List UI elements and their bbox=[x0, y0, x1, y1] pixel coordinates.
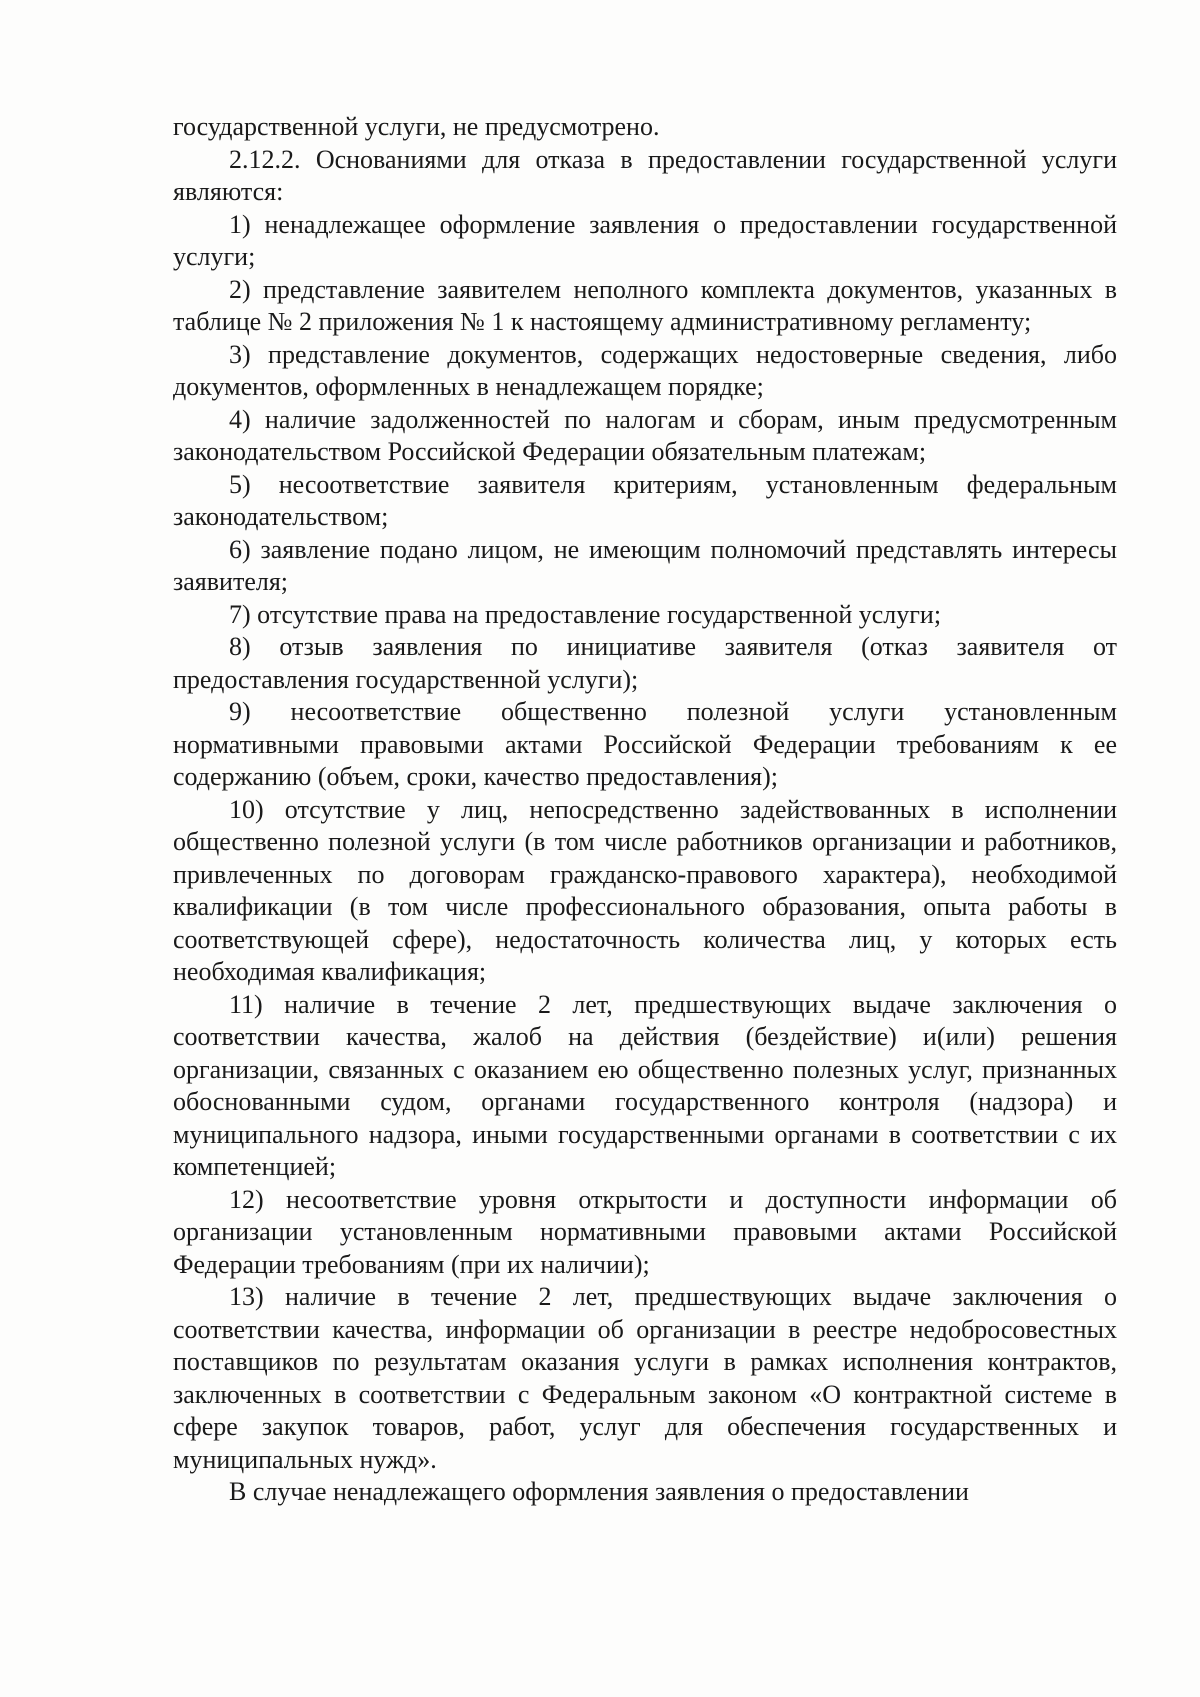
list-item-1: 1) ненадлежащее оформление заявления о предоставлении государственной услуги; bbox=[173, 209, 1117, 271]
list-item-5: 5) несоответствие заявителя критериям, установленным федеральным законодательством; bbox=[173, 469, 1117, 531]
list-item-11: 11) наличие в течение 2 лет, предшествующих выдаче заключения о соответствии качества, жалоб на действия (бездействие) и(или) решения организации, связанных с оказанием ею общественно полезных услуг, признанных обоснованными судом, органами государственного контроля (надзора) и муниципального надзора, иными государственными органами в соответствии с их компетенцией; bbox=[173, 989, 1117, 1181]
list-item-10: 10) отсутствие у лиц, непосредственно задействованных в исполнении общественно полезной услуги (в том числе работников организации и работников, привлеченных по договорам гражданско-правового характера), необходимой квалификации (в том числе профессионального образования, опыта работы в соответствующей сфере), недостаточность количества лиц, у которых есть необходимая квалификация; bbox=[173, 794, 1117, 986]
paragraph-final: В случае ненадлежащего оформления заявления о предоставлении bbox=[229, 1477, 969, 1506]
document-body bbox=[173, 111, 1117, 1509]
paragraph-continuation: государственной услуги, не предусмотрено. bbox=[173, 112, 660, 141]
list-item-6: 6) заявление подано лицом, не имеющим полномочий представлять интересы заявителя; bbox=[173, 534, 1117, 596]
paragraph-section-2-12-2: 2.12.2. Основаниями для отказа в предоставлении государственной услуги являются: bbox=[173, 144, 1117, 206]
list-item-9: 9) несоответствие общественно полезной услуги установленным нормативными правовыми актами Российской Федерации требованиям к ее содержанию (объем, сроки, качество предоставления); bbox=[173, 697, 1117, 791]
list-item-8: 8) отзыв заявления по инициативе заявителя (отказ заявителя от предоставления государственной услуги); bbox=[173, 632, 1117, 694]
list-item-2: 2) представление заявителем неполного комплекта документов, указанных в таблице № 2 приложения № 1 к настоящему административному регламенту; bbox=[173, 274, 1117, 336]
list-item-3: 3) представление документов, содержащих недостоверные сведения, либо документов, оформленных в ненадлежащем порядке; bbox=[173, 339, 1117, 401]
list-item-7: 7) отсутствие права на предоставление государственной услуги; bbox=[229, 599, 942, 629]
list-item-12: 12) несоответствие уровня открытости и доступности информации об организации установленным нормативными правовыми актами Российской Федерации требованиям (при их наличии); bbox=[173, 1184, 1117, 1279]
list-item-13: 13) наличие в течение 2 лет, предшествующих выдаче заключения о соответствии качества, информации об организации в реестре недобросовестных поставщиков по результатам оказания услуги в рамках исполнения контрактов, заключенных в соответствии с Федеральным законом «О контрактной системе в сфере закупок товаров, работ, услуг для обеспечения государственных и муниципальных нужд». bbox=[173, 1282, 1117, 1474]
list-item-4: 4) наличие задолженностей по налогам и сборам, иным предусмотренным законодательством Российской Федерации обязательным платежам; bbox=[173, 404, 1117, 466]
